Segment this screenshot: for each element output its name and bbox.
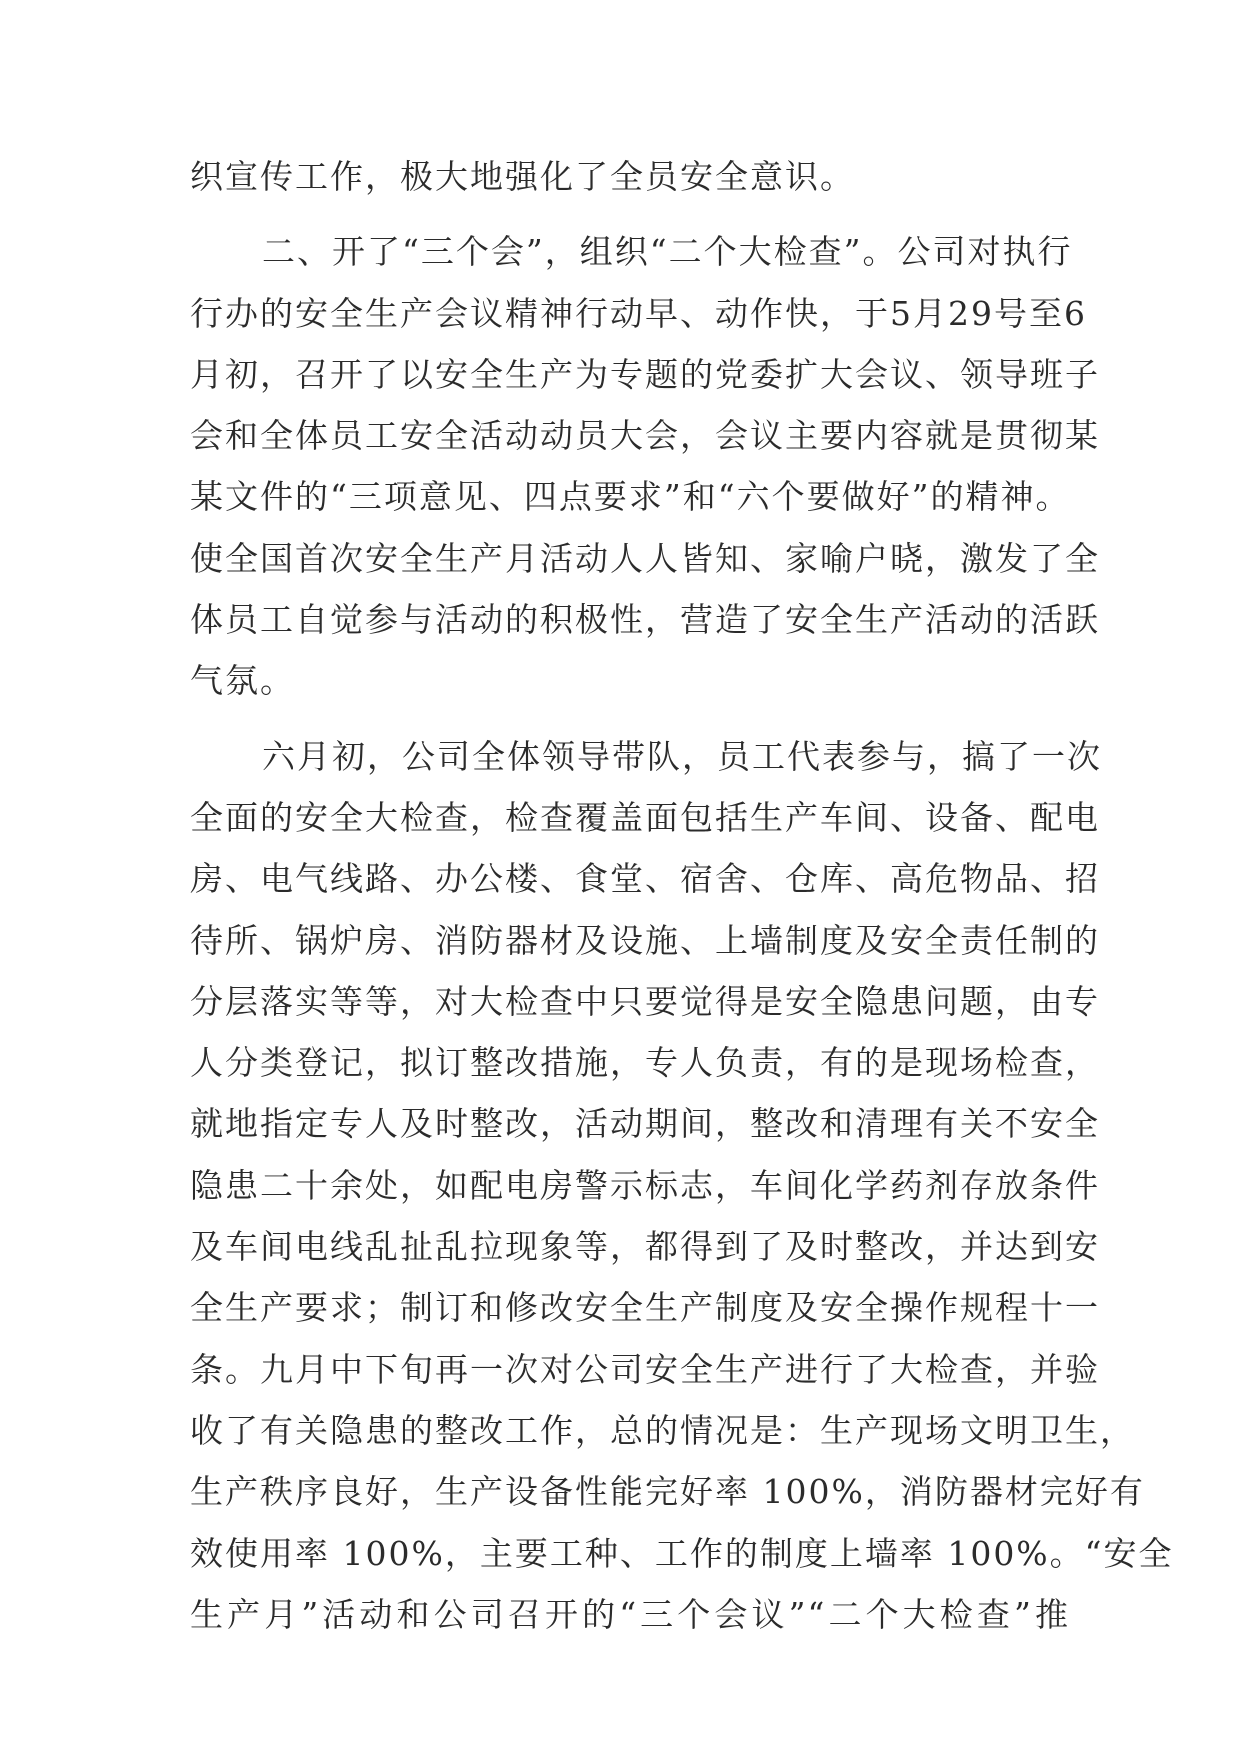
text-line: 月初，召开了以安全生产为专题的党委扩大会议、领导班子 [190, 354, 1100, 394]
text-line: 就地指定专人及时整改，活动期间，整改和清理有关不安全 [190, 1104, 1100, 1144]
paragraph-spacer [190, 712, 1070, 726]
document-body [190, 146, 1174, 1645]
text-line: 某文件的“三项意见、四点要求”和“六个要做好”的精神。 [190, 477, 1071, 517]
paragraph [190, 146, 1070, 207]
text-line: 收了有关隐患的整改工作，总的情况是：生产现场文明卫生， [190, 1410, 1135, 1450]
text-line: 全生产要求；制订和修改安全生产制度及安全操作规程十一 [190, 1288, 1100, 1328]
text-line: 全面的安全大检查，检查覆盖面包括生产车间、设备、配电 [190, 797, 1100, 837]
text-line: 及车间电线乱扯乱拉现象等，都得到了及时整改，并达到安 [190, 1227, 1100, 1267]
text-line: 织宣传工作，极大地强化了全员安全意识。 [190, 157, 855, 196]
text-line: 二、开了“三个会”，组织“二个大检查”。公司对执行 [262, 232, 1073, 272]
text-line: 气氛。 [190, 661, 295, 701]
text-line: 条。九月中下旬再一次对公司安全生产进行了大检查，并验 [190, 1349, 1100, 1389]
text-line: 隐患二十余处，如配电房警示标志，车间化学药剂存放条件 [190, 1165, 1100, 1205]
text-line: 生产月”活动和公司召开的“三个会议”“二个大检查”推 [190, 1594, 1070, 1634]
text-line: 分层落实等等，对大检查中只要觉得是安全隐患问题，由专 [190, 981, 1100, 1021]
paragraph-spacer [190, 207, 1070, 221]
text-line: 人分类登记，拟订整改措施，专人负责，有的是现场检查， [190, 1043, 1100, 1083]
text-line: 使全国首次安全生产月活动人人皆知、家喻户晓，激发了全 [190, 538, 1100, 578]
text-line: 六月初，公司全体领导带队，员工代表参与，搞了一次 [262, 736, 1102, 776]
text-line: 体员工自觉参与活动的积极性，营造了安全生产活动的活跃 [190, 600, 1100, 640]
text-line: 待所、锅炉房、消防器材及设施、上墙制度及安全责任制的 [190, 920, 1100, 960]
paragraph [190, 221, 1100, 711]
text-line: 行办的安全生产会议精神行动早、动作快，于5月29号至6 [190, 293, 1087, 333]
text-line: 房、电气线路、办公楼、食堂、宿舍、仓库、高危物品、招 [190, 859, 1100, 899]
paragraph [190, 726, 1174, 1645]
text-line: 会和全体员工安全活动动员大会，会议主要内容就是贯彻某 [190, 416, 1100, 456]
text-line: 效使用率 100%，主要工种、工作的制度上墙率 100%。“安全 [190, 1533, 1174, 1573]
text-line: 生产秩序良好，生产设备性能完好率 100%，消防器材完好有 [190, 1472, 1145, 1512]
